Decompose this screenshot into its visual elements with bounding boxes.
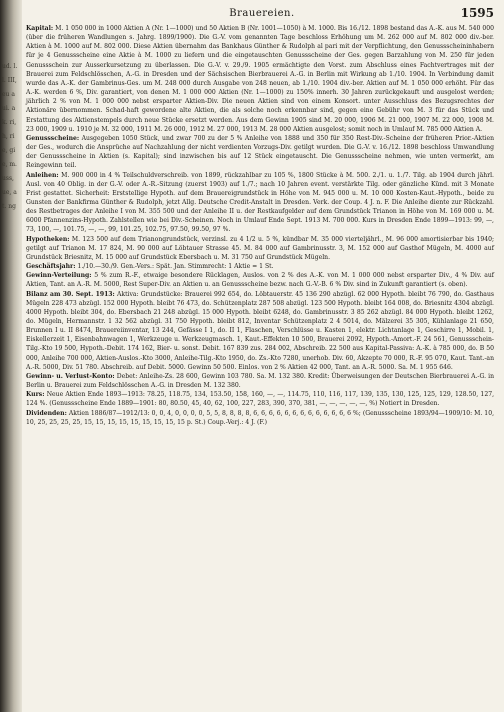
paragraph-kurs [26,390,494,408]
paragraph-text: Ausgegeben 1050 Stück, und zwar 700 zu der 5 % Anleihe von 1888 und 350 für 350 Rest-Div.-Scheine der früheren Prior.-Aktien der Ges., wodurch die Ansprüche auf Nachzahlung der nicht verdienten Vorzugs-Div. getilgt wurden. Die G.-V. v. 16./12. 1898 beschloss Umwandlung der Genussscheine in Aktien (s. Kapital); sind inzwischen bis auf 12 Stück eingetauscht. Die Genussscheine nehmen, wie unten vermerkt, am Reingewinn teil. [26,134,495,170]
paragraph-text: M. 900 000 in 4 % Teilschuldverschreib. von 1899, rückzahlbar zu 105 %, 1800 Stücke à M. 500. 2./1. u. 1./7. Tilg. ab 1904 durch jährl. Ausl. von 40 Oblig. in der G.-V. oder A.-R.-Sitzung (zuerst 1903) auf 1./7.; nach 10 Jahren event. verstärkte Tilg. oder gänzliche Künd. mit 3 Monate Frist gestattet. Sicherheit: Erststellige Hypoth. auf dem Brauereigrundstück in Höhe von M. 945 000 u. M. 10 000 Kosten-Kaut.-Hypoth., beide zu Gunsten der Bankfirma Günther & Rudolph, jetzt Allg. Deutsche Credit-Anstalt in Dresden. Verk. der Coup. 4 J. n. F. Die Anleihe diente zur Rückzahl. des Restbetrages der Anleihe I von M. 355 500 und der Anleihe II u. der Restkaufgelder auf dem Grundstück Trianon in Höhe von M. 169 000 u. M. 6000 Pfannenzins-Hypoth. Zahlstellen wie bei Div.-Scheinen. Noch in Umlauf Ende Sept. 1913 M. 700 000. Kurs in Dresden Ende 1899—1913: 99, —, 73, 100, —, 101.75, —, —, 99, 101.25, 102.75, 97.50, 99.50, 97 %. [26,171,494,234]
paragraph-label: Kurs: [26,391,45,399]
paragraph-text: Neue Aktien Ende 1893—1913: 78.25, 118.75, 134, 153.50, 158, 160, —, —, 114.75, 110, 116, 117, 139, 135, 130, 125, 125, 129, 128.50, 127, 124 %. (Genussscheine Ende 1889—1901: 80, 80.50, 45, 40, 62, 100, 227, 283, 390, 370, 381, —, —, —, —, —, %) Notiert in Dresden. [26,391,495,408]
paragraph-label: Gewinn-Verteilung: [26,272,92,280]
paragraph-label: Anleihen: [26,171,59,179]
paragraph-geschaeftsjahr [26,262,494,271]
paragraph-label: Dividenden: [26,409,67,417]
paragraph-label: Genussscheine: [26,134,80,142]
paragraph-kapital [26,24,494,134]
paragraph-text: M. 123 500 auf dem Trianongrundstück, verzinsl. zu 4 1/2 u. 5 %, kündbar M. 35 000 vierteljährl., M. 96 000 amortisierbar bis 1940; getilgt auf Trianon M. 17 824, M. 90 000 auf Löbtauer Strasse 45. M. 84 000 auf Gambrinusstr. 3, M. 152 000 auf Gasthof Mügeln, M. 4000 auf Grundstück Briesnitz, M. 15 000 auf Grundstück Ebersbach u. M. 31 750 auf Grundstück Mügeln. [26,235,495,261]
paragraph-text: 5 % zum R.-F., etwaige besondere Rücklagen, Auslos. von 2 % des A.-K. von M. 1 000 000 nebst ersparter Div., 4 % Div. auf Aktien, Tant. an A.-R. M. 5000, Rest Super-Div. an Aktien u. an Genussscheine bezw. nach G.-V.-B. 6 % Div. sind in Zukunft garantiert (s. oben). [26,272,495,289]
paragraph-gewinn-verteilung [26,271,494,289]
running-title: Brauereien. [229,8,295,19]
paragraph-text: Debet: Anleihe-Zs. 28 600, Gewinn 103 780. Sa. M. 132 380. Kredit: Überweisungen der Deutschen Bierbrauerei A.-G. in Berlin u. Brauerei zum Feldschlösschen A.-G. in Dresden M. 132 380. [26,372,495,390]
paragraph-genussscheine [26,134,494,171]
paragraph-text: M. 1 050 000 in 1000 Aktien A (Nr. 1—1000) und 50 Aktien B (Nr. 1001—1050) à M. 1000. Bis 16./12. 1898 bestand das A.-K. aus M. 540 000 (über die früheren Wandlungen s. Jahrg. 1899/1900). Die G.-V. vom genannten Tage beschloss Erhöhung um M. 262 000 auf M. 802 000 div.-ber. Aktien à M. 1000 auf M. 802 000. Diese Aktien übernahm das Bankhaus Günther & Rudolph al pari mit der Verpflichtung, den Genussscheininhabern für je 4 Genussscheine eine Aktie à M. 1000 zu liefern und die eingetauschten Genussscheine der Ges. gegen Barzahlung von M. 250 für jeden Genussschein zur Ausserkursetzung zu überlassen. Die G.-V. v. 29./9. 1905 ermächtigte den Vorst. zum Abschluss eines Fachtvertrages mit der Brauerei zum Feldschlösschen, A.-G. in Dresden und der Sächsischen Bierbrauerei A.-G. in Berlin mit Wirkung ab 1./10. 1904. In Verbindung damit wurde das A.-K. der Gambrinus-Ges. um M. 248 000 durch Ausgabe von 248 neuen, ab 1./10. 1904 div.-ber. Aktien auf M. 1 050 000 erhöht. Für das A.-K. werden 6 %, Div. garantiert, von denen M. 1 000 000 Aktien (Nr. 1—1000) zu 150% innerh. 30 Jahren zurückgekauft und ausgelost werden; jährlich 2 % von M. 1 000 000 nebst ersparter Aktien-Div. Die neuen Aktien sind von einem Konsort. unter Ausschluss des Bezugsrechtes der Aktionäre übernommen. Schad-haft gewordene alte Aktien, die als solche noch erkennbar sind, gegen eine Gebühr von M. 3 für das Stück und Erstattung des Aktienstempels durch neue Stücke ersetzt werden. Aus dem Gewinn 1905 sind M. 20 000, 1906 M. 21 000, 1907 M. 22 000, 1908 M. 23 000, 1909 u. 1910 je M. 32 000, 1911 M. 26 000, 1912 M. 27 000, 1913 M. 28 000 Aktien ausgelost; somit noch in Umlauf M. 785 000 Aktien A. [26,25,494,133]
paragraph-dividenden [26,409,494,427]
page-header [24,6,500,24]
entry-body [24,24,500,427]
paragraph-label: Kapital: [26,25,54,32]
paragraph-anleihen [26,171,494,235]
paragraph-label: Hypotheken: [26,235,70,243]
paragraph-text: Aktien 1886/87—1912/13: 0, 0, 4, 0, 0, 0, 0, 5, 5, 8, 8, 8, 8, 6, 6, 6, 6, 6, 6, 6, 6, 6, 6, 6, 6, 6 %; (Genussscheine 1893/94—1909/10: M. 10, 10, 25, 25, 25, 25, 15, 15, 15, 15, 15, 15, 15, 15, 15 p. St.) Coup.-Verj.: 4 J. (F.) [26,409,495,426]
paragraph-label: Bilanz am 30. Sept. 1913: [26,290,115,298]
paragraph-label: Gewinn- u. Verlust-Konto: [26,372,115,380]
paragraph-label: Geschäftsjahr: [26,263,76,271]
paragraph-text: 1./10.—30./9. Gen.-Vers.: Spät. Jan. Stimmrecht: 1 Aktie = 1 St. [77,263,274,271]
binding-gutter [0,0,22,712]
paragraph-gewinn-verlust [26,372,494,390]
book-page [24,6,500,706]
page-number: 1595 [460,6,494,20]
gutter-bleed-text: ud. l. l. III, eu aui. ak. ri, h, rie, gie, m. uss, ue, at. ng [2,63,18,210]
paragraph-bilanz [26,290,494,372]
paragraph-hypotheken [26,235,494,262]
paragraph-text: Aktiva: Grundstücke: Brauerei 992 654, do. Löbtauerstr. 45 136 290 abzügl. 62 000 Hypoth. bleibt 76 790, do. Gasthaus Mügeln 228 473 abzügl. 152 000 Hypoth. bleibt 76 473, do. Schützenplatz 287 508 abzügl. 123 500 Hypoth. bleibt 164 008, do. Briesnitz 4304 abzügl. 4000 Hypoth. bleibt 304, do. Ebersbach 21 248 abzügl. 15 000 Hypoth. bleibt 6248, do. Gambrinusstr. 3 85 262 abzügl. 84 000 Hypoth. bleibt 1262, do. Mügeln, Hermannstr. 1 32 562 abzügl. 31 750 Hypoth. bleibt 812, Inventar Schützenplatz 2 4 5014, do. Mälzerei 35 305, Kühlanlage 21 650, Brunnen I u. II 8474, Brauereiinventar, 13 244, Gefässe I 1, do. II 1, Flaschen, Verschlüsse u. Kasten 1, elektr. Lichtanlage 1, Geschirre 1, Mobil. 1, Eiskellerzeit 1, Eisenbahnwagen 1, Werkzeuge u. Werkzeugmasch. 1, Kaut.-Effekten 10 500, Brauerei 2092, Hypoth.-Amort.-F. 24 561, Genussschein-Tilg.-Kto 19 500, Hypoth.-Debit. 174 162, Bier- u. sonst. Debit. 167 839 zus. 284 002, Abschreib. 22 500 aus Kapital-Passiva: A.-K. à 785 000, do. B 50 000, Anleihe 700 000, Aktien-Auslos.-Kto 3000, Anleihe-Tilg.-Kto 1950, do. Zs.-Kto 7280, unerhob. Div. 60, Akzepte 70 000, R.-F. 95 070, Kaut. Tant.-an A.-R. 5000, Div. 51 780. Abschreib. auf Debit. 5000. Gewinn 50 500. Einlos. von 2 % Aktien 42 000, Tant. an A.-R. 5000. Sa. M. 1 955 646. [26,290,494,371]
